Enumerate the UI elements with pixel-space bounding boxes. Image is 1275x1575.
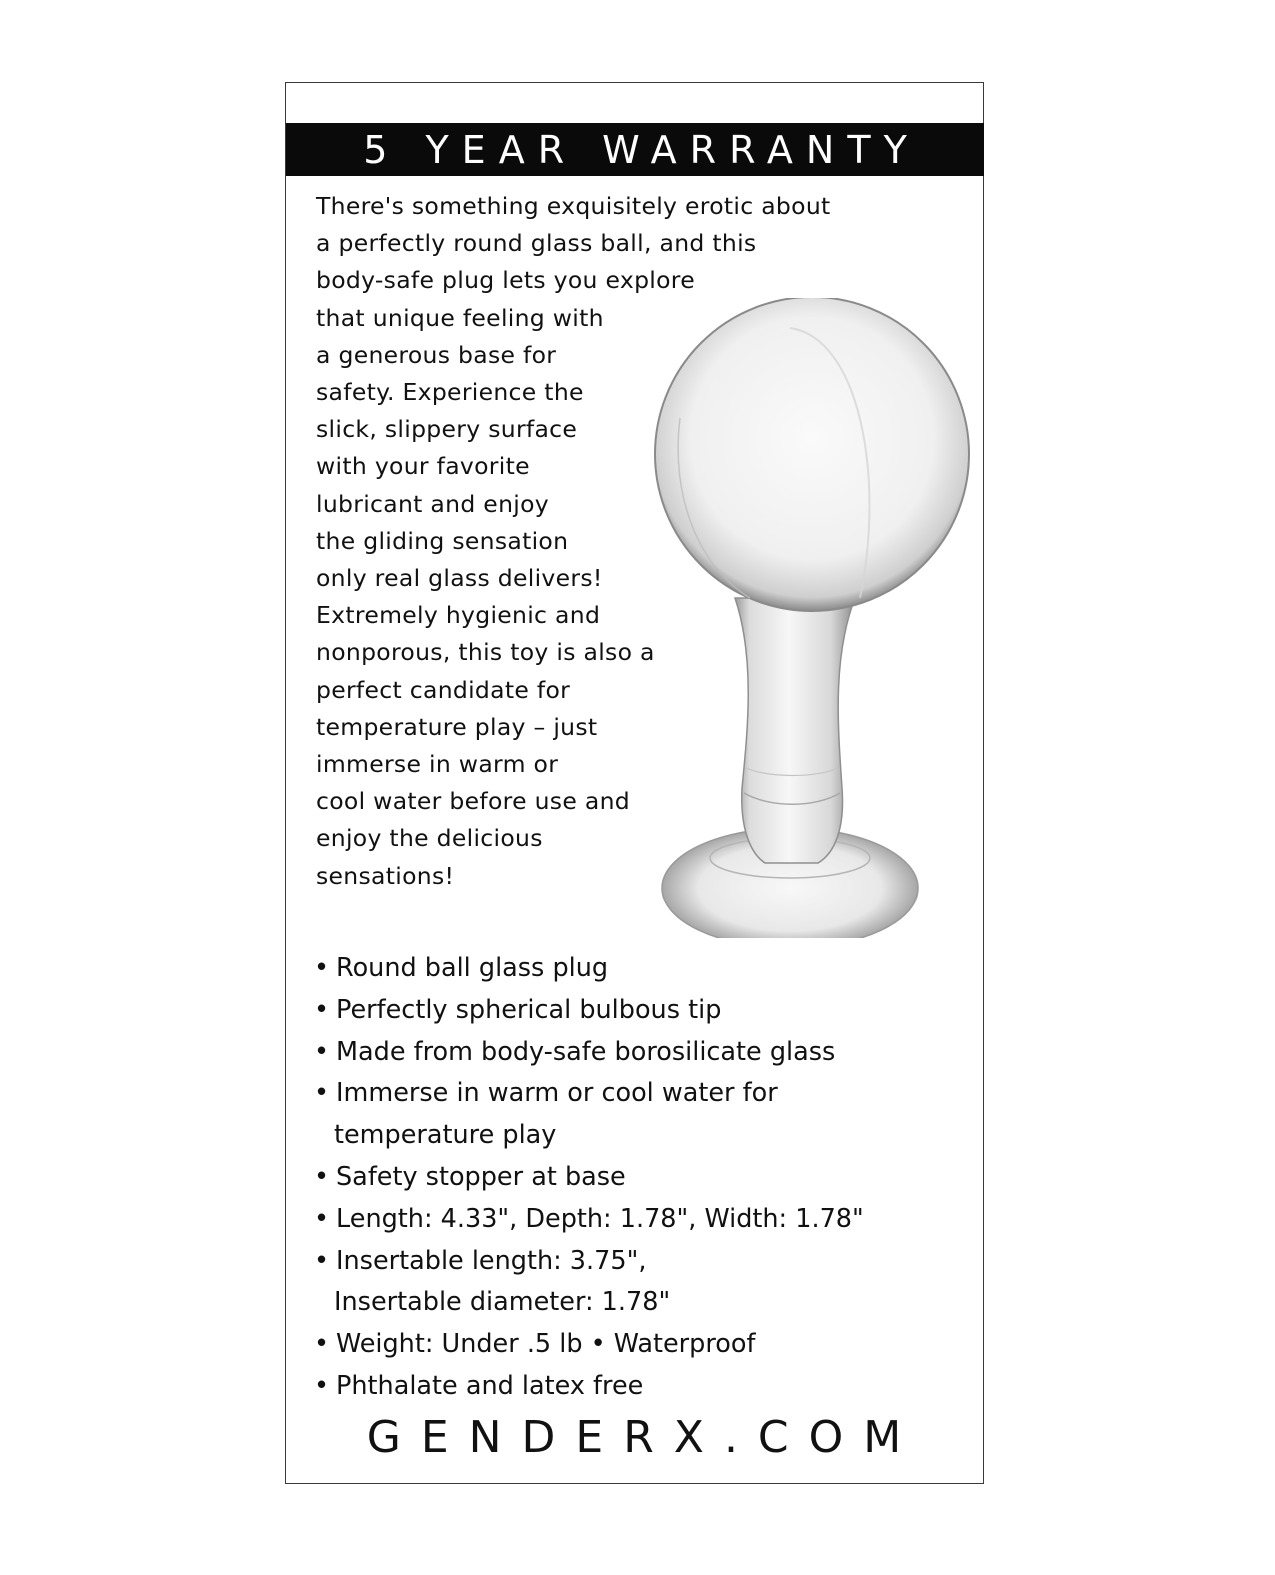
description-line: the gliding sensation bbox=[316, 526, 569, 555]
description-line: cool water before use and bbox=[316, 787, 630, 816]
feature-item bbox=[314, 1324, 974, 1366]
bullet-icon: • bbox=[314, 1245, 330, 1276]
feature-item bbox=[314, 1366, 974, 1408]
feature-item bbox=[314, 1032, 974, 1074]
description-line: that unique feeling with bbox=[316, 303, 604, 332]
feature-item bbox=[314, 1199, 974, 1241]
feature-text: Length: 4.33", Depth: 1.78", Width: 1.78" bbox=[336, 1203, 864, 1234]
feature-text-continuation: Insertable diameter: 1.78" bbox=[334, 1287, 671, 1318]
bullet-icon: • bbox=[314, 994, 330, 1025]
feature-text: Made from body-safe borosilicate glass bbox=[336, 1036, 836, 1067]
website-link[interactable]: GENDERX.COM bbox=[366, 1412, 922, 1463]
description-line: temperature play – just bbox=[316, 712, 598, 741]
description-line: only real glass delivers! bbox=[316, 564, 603, 593]
bullet-icon: • bbox=[314, 1078, 330, 1109]
feature-text-continuation: temperature play bbox=[334, 1120, 557, 1151]
glass-ball-plug-illustration bbox=[640, 298, 980, 938]
description-line: body-safe plug lets you explore bbox=[316, 266, 696, 295]
description-line: There's something exquisitely erotic about bbox=[316, 192, 831, 220]
feature-text: Safety stopper at base bbox=[336, 1161, 626, 1192]
feature-text: Weight: Under .5 lb • Waterproof bbox=[336, 1329, 756, 1360]
description-line: a perfectly round glass ball, and this bbox=[316, 229, 757, 258]
feature-item bbox=[314, 990, 974, 1032]
description-line: a generous base for bbox=[316, 340, 557, 369]
feature-item bbox=[314, 1241, 974, 1325]
description-line: enjoy the delicious bbox=[316, 824, 543, 853]
feature-item bbox=[314, 948, 974, 990]
description-line: lubricant and enjoy bbox=[316, 489, 549, 518]
feature-text: Phthalate and latex free bbox=[336, 1370, 644, 1401]
warranty-banner bbox=[286, 123, 984, 176]
feature-text: Perfectly spherical bulbous tip bbox=[336, 994, 722, 1025]
bullet-icon: • bbox=[314, 1370, 330, 1401]
feature-item bbox=[314, 1073, 974, 1157]
feature-text: Insertable length: 3.75", bbox=[336, 1245, 647, 1276]
bullet-icon: • bbox=[314, 1161, 330, 1192]
description-line: safety. Experience the bbox=[316, 378, 584, 407]
feature-item bbox=[314, 1157, 974, 1199]
feature-list bbox=[314, 948, 974, 1408]
description-line: with your favorite bbox=[316, 452, 530, 481]
warranty-title: 5 YEAR WARRANTY bbox=[363, 127, 920, 172]
feature-text: Round ball glass plug bbox=[336, 953, 609, 983]
description-line: sensations! bbox=[316, 861, 455, 890]
description-line: Extremely hygienic and bbox=[316, 601, 601, 630]
description-line: slick, slippery surface bbox=[316, 415, 578, 444]
description-line: immerse in warm or bbox=[316, 750, 559, 779]
bullet-icon: • bbox=[314, 953, 330, 983]
description-line: perfect candidate for bbox=[316, 675, 571, 704]
feature-text: Immerse in warm or cool water for bbox=[336, 1078, 778, 1109]
description-line: nonporous, this toy is also a bbox=[316, 638, 655, 667]
bullet-icon: • bbox=[314, 1036, 330, 1067]
bullet-icon: • bbox=[314, 1329, 330, 1360]
bullet-icon: • bbox=[314, 1203, 330, 1234]
